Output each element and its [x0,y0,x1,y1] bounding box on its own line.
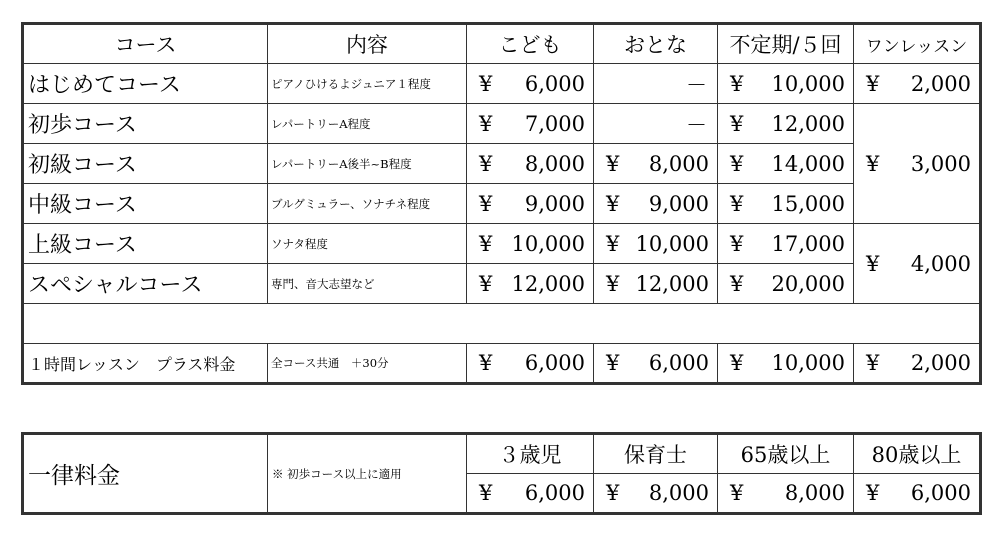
table-row [23,104,981,144]
table-row [23,64,981,104]
header-irregular: 不定期/５回 [718,24,854,64]
header-child: こども [467,24,594,64]
course-content: 専門、音大志望など [268,264,467,304]
extra-row [23,344,981,384]
course-content: レパートリーA後半~B程度 [268,144,467,184]
course-name: 上級コース [23,224,268,264]
empty-cell [23,304,981,344]
price-irregular: ¥ 17,000 [718,224,854,264]
price-adult: － [594,104,718,144]
course-content: レパートリーA程度 [268,104,467,144]
table-row [23,144,981,184]
extra-price-one-lesson: ¥ 2,000 [854,344,981,384]
price-child: ¥ 10,000 [467,224,594,264]
spacer-row [23,304,981,344]
price-adult: － [594,64,718,104]
header-adult: おとな [594,24,718,64]
extra-price-adult: ¥ 6,000 [594,344,718,384]
price-irregular: ¥ 12,000 [718,104,854,144]
price-irregular: ¥ 10,000 [718,64,854,104]
price-child: ¥ 12,000 [467,264,594,304]
extra-price-child: ¥ 6,000 [467,344,594,384]
course-name: スペシャルコース [23,264,268,304]
price-one-lesson: ¥ 4,000 [854,224,981,304]
price-child: ¥ 6,000 [467,64,594,104]
header-course: コース [23,24,268,64]
course-content: ピアノひけるよジュニア１程度 [268,64,467,104]
price-one-lesson: ¥ 2,000 [854,64,981,104]
course-content: ブルグミュラー、ソナチネ程度 [268,184,467,224]
course-name: 初歩コース [23,104,268,144]
header-one-lesson: ワンレッスン [854,24,981,64]
price-irregular: ¥ 15,000 [718,184,854,224]
flat-price-over-65: ¥ 8,000 [718,474,854,514]
flat-title: 一律料金 [23,434,268,514]
course-content: ソナタ程度 [268,224,467,264]
flat-rate-table [21,432,982,515]
table-row [23,264,981,304]
table-row [23,224,981,264]
flat-header-nursery-teacher: 保育士 [594,434,718,474]
course-name: 初級コース [23,144,268,184]
flat-header-row [23,434,981,474]
flat-header-over-80: 80歳以上 [854,434,981,474]
price-one-lesson: ¥ 3,000 [854,104,981,224]
flat-price-toddler: ¥ 6,000 [467,474,594,514]
price-child: ¥ 9,000 [467,184,594,224]
price-adult: ¥ 8,000 [594,144,718,184]
price-child: ¥ 8,000 [467,144,594,184]
price-table [21,22,982,385]
header-row [23,24,981,64]
price-adult: ¥ 10,000 [594,224,718,264]
flat-note: ※ 初歩コース以上に適用 [268,434,467,514]
extra-name: １時間レッスン プラス料金 [23,344,268,384]
flat-price-nursery-teacher: ¥ 8,000 [594,474,718,514]
flat-header-toddler: ３歳児 [467,434,594,474]
course-name: はじめてコース [23,64,268,104]
extra-price-irregular: ¥ 10,000 [718,344,854,384]
course-name: 中級コース [23,184,268,224]
price-irregular: ¥ 20,000 [718,264,854,304]
flat-price-over-80: ¥ 6,000 [854,474,981,514]
price-child: ¥ 7,000 [467,104,594,144]
table-row [23,184,981,224]
flat-header-over-65: 65歳以上 [718,434,854,474]
price-irregular: ¥ 14,000 [718,144,854,184]
price-adult: ¥ 12,000 [594,264,718,304]
price-adult: ¥ 9,000 [594,184,718,224]
header-content: 内容 [268,24,467,64]
extra-content: 全コース共通 ＋30分 [268,344,467,384]
